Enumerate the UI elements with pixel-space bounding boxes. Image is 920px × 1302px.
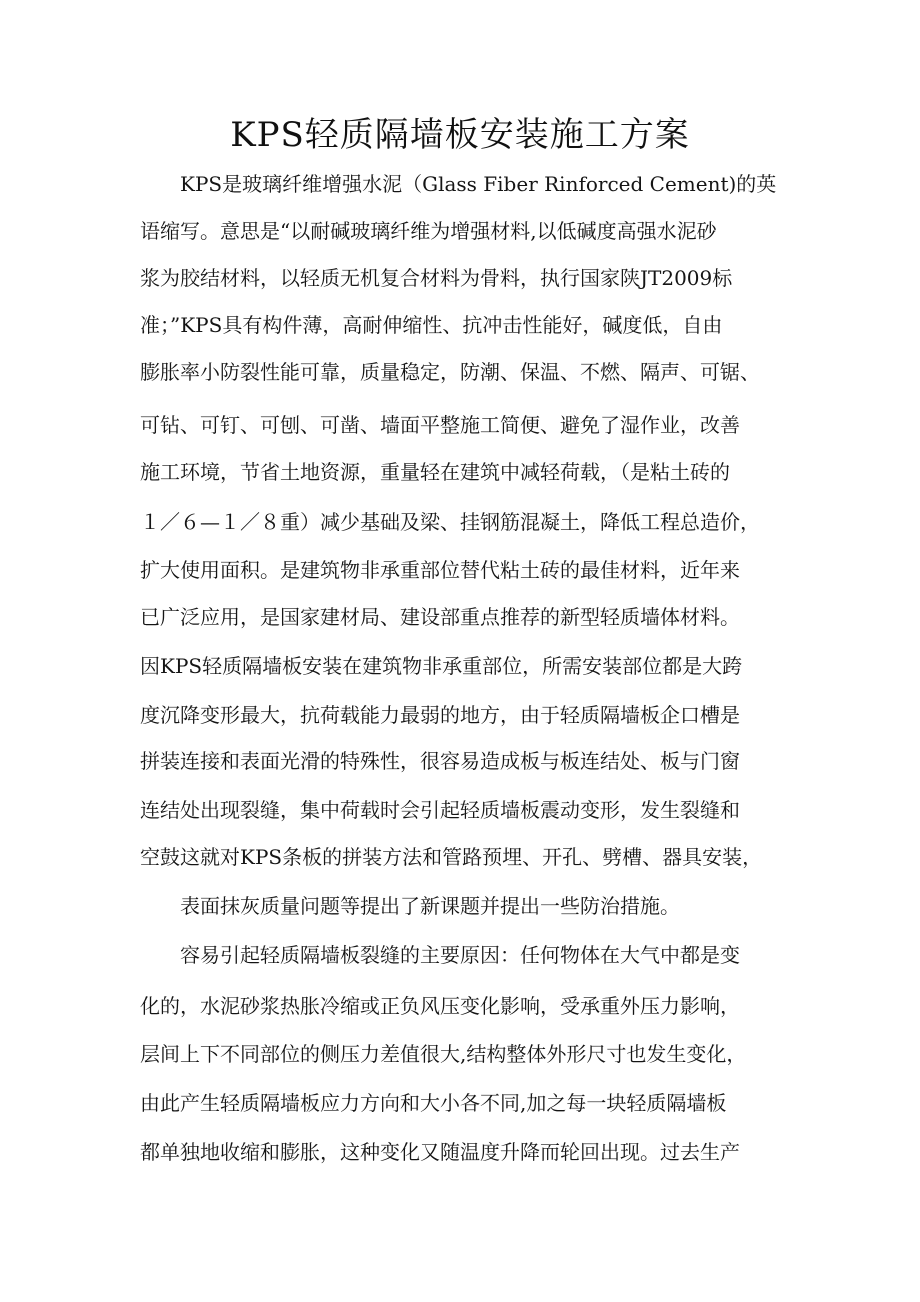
body-line: 已广泛应用，是国家建材局、建设部重点推荐的新型轻质墙体材料。 <box>140 605 740 629</box>
body-line: 施工环境，节省土地资源，重量轻在建筑中减轻荷载，（是粘土砖的 <box>140 460 730 484</box>
body-line: 膨胀率小防裂性能可靠，质量稳定，防潮、保温、不燃、隔声、可锯、 <box>140 360 760 384</box>
body-line: 容易引起轻质隔墙板裂缝的主要原因：任何物体在大气中都是变 <box>140 943 740 967</box>
body-line: 化的，水泥砂浆热胀冷缩或正负风压变化影响，受承重外压力影响， <box>140 994 740 1018</box>
body-line: 可钻、可钉、可刨、可凿、墙面平整施工简便、避免了湿作业，改善 <box>140 413 740 437</box>
body-line: 空鼓这就对KPS条板的拼装方法和管路预埋、开孔、劈槽、器具安装， <box>140 845 763 869</box>
body-line: KPS是玻璃纤维增强水泥（Glass Fiber Rinforced Cement)的英 <box>140 172 777 196</box>
body-line: 扩大使用面积。是建筑物非承重部位替代粘土砖的最佳材料，近年来 <box>140 558 740 582</box>
body-line: 因KPS轻质隔墙板安装在建筑物非承重部位，所需安装部位都是大跨 <box>140 654 743 678</box>
body-line: 由此产生轻质隔墙板应力方向和大小各不同,加之每一块轻质隔墙板 <box>140 1091 727 1115</box>
body-line: 表面抹灰质量问题等提出了新课题并提出一些防治措施。 <box>140 894 680 918</box>
body-line: 都单独地收缩和膨胀，这种变化又随温度升降而轮回出现。过去生产 <box>140 1140 740 1164</box>
body-line: 层间上下不同部位的侧压力差值很大,结构整体外形尺寸也发生变化， <box>140 1042 747 1066</box>
body-line: 拼装连接和表面光滑的特殊性，很容易造成板与板连结处、板与门窗 <box>140 749 740 773</box>
body-line: 浆为胶结材料，以轻质无机复合材料为骨料，执行国家陕JT2009标 <box>140 266 733 290</box>
body-line: 准；”KPS具有构件薄，高耐伸缩性、抗冲击性能好，碱度低，自由 <box>140 313 723 337</box>
body-line: １／６—１／８重）减少基础及梁、挂钢筋混凝土，降低工程总造价， <box>140 510 760 534</box>
document-title: KPS轻质隔墙板安装施工方案 <box>230 115 690 155</box>
body-line: 连结处出现裂缝，集中荷载时会引起轻质墙板震动变形，发生裂缝和 <box>140 798 740 822</box>
body-line: 度沉降变形最大，抗荷载能力最弱的地方，由于轻质隔墙板企口槽是 <box>140 703 740 727</box>
body-line: 语缩写。意思是“以耐碱玻璃纤维为增强材料,以低碱度高强水泥砂 <box>140 219 717 243</box>
